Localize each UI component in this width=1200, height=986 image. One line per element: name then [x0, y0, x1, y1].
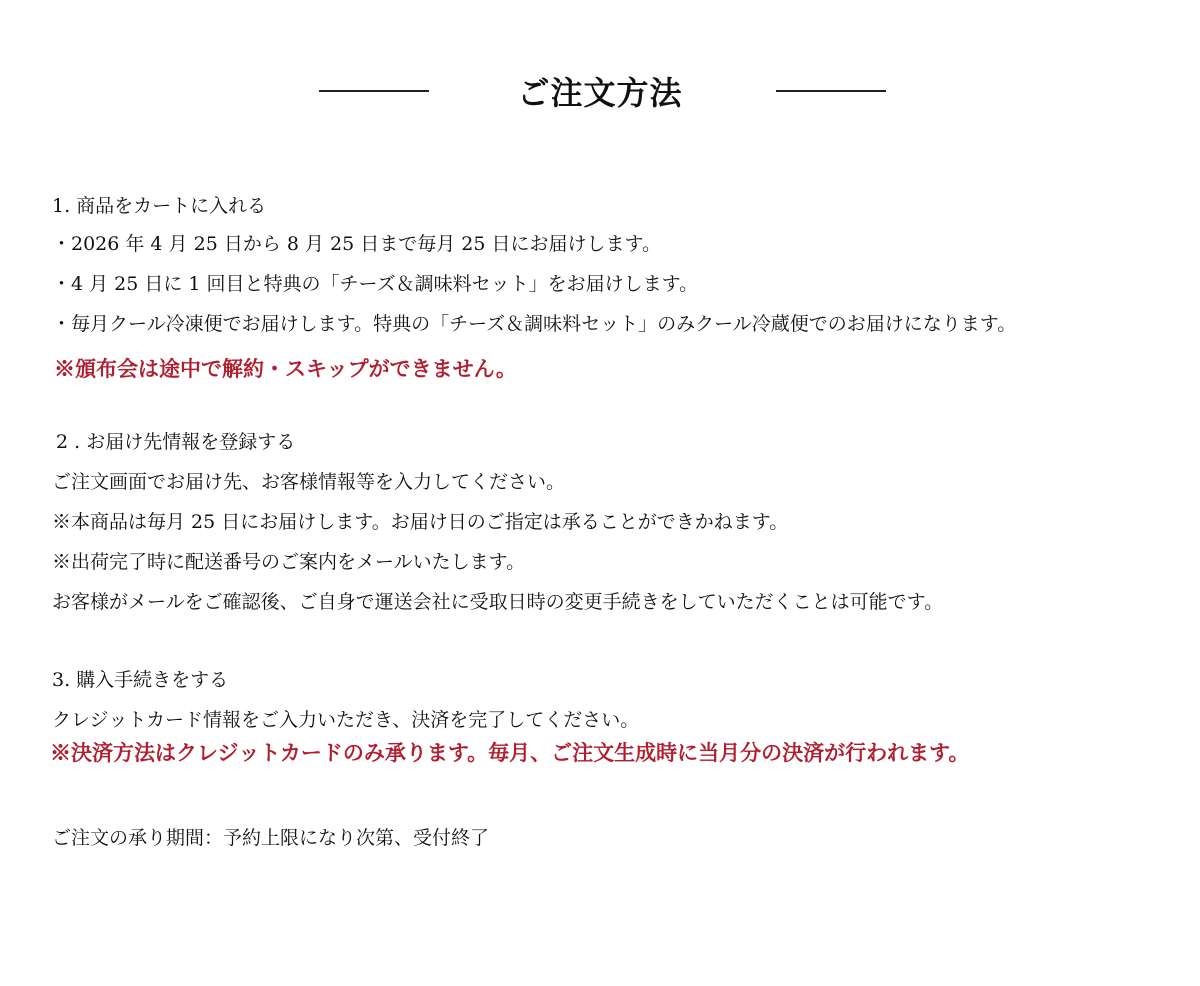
section2-line-1: ご注文画面でお届け先、お客様情報等を入力してください。: [52, 471, 566, 493]
section1-line-1: ・2026 年 4 月 25 日から 8 月 25 日まで毎月 25 日にお届けします。: [52, 233, 661, 255]
title-divider-right: [776, 90, 886, 92]
section3-heading: 3. 購入手続きをする: [52, 669, 229, 691]
section2-line-2: ※本商品は毎月 25 日にお届けします。お届け日のご指定は承ることができかねます。: [52, 511, 789, 533]
section1-line-2: ・4 月 25 日に 1 回目と特典の「チーズ＆調味料セット」をお届けします。: [52, 273, 699, 295]
section2-line-4: お客様がメールをご確認後、ご自身で運送会社に受取日時の変更手続きをしていただくことは可能です。: [52, 591, 944, 613]
page-header: [0, 62, 1200, 122]
page-title: ご注文方法: [517, 74, 683, 112]
section3-warning: ※決済方法はクレジットカードのみ承ります。毎月、ご注文生成時に当月分の決済が行われます。: [50, 740, 970, 765]
section1-line-3: ・毎月クール冷凍便でお届けします。特典の「チーズ＆調味料セット」のみクール冷蔵便でのお届けになります。: [52, 313, 1017, 335]
section3-line-1: クレジットカード情報をご入力いただき、決済を完了してください。: [52, 709, 640, 731]
section2-line-3: ※出荷完了時に配送番号のご案内をメールいたします。: [52, 551, 526, 573]
section2-heading: 2 . お届け先情報を登録する: [56, 431, 296, 453]
section1-warning: ※頒布会は途中で解約・スキップができません。: [54, 356, 517, 381]
section1-heading: 1. 商品をカートに入れる: [52, 195, 267, 217]
order-period-note: ご注文の承り期間：予約上限になり次第、受付終了: [52, 827, 490, 849]
